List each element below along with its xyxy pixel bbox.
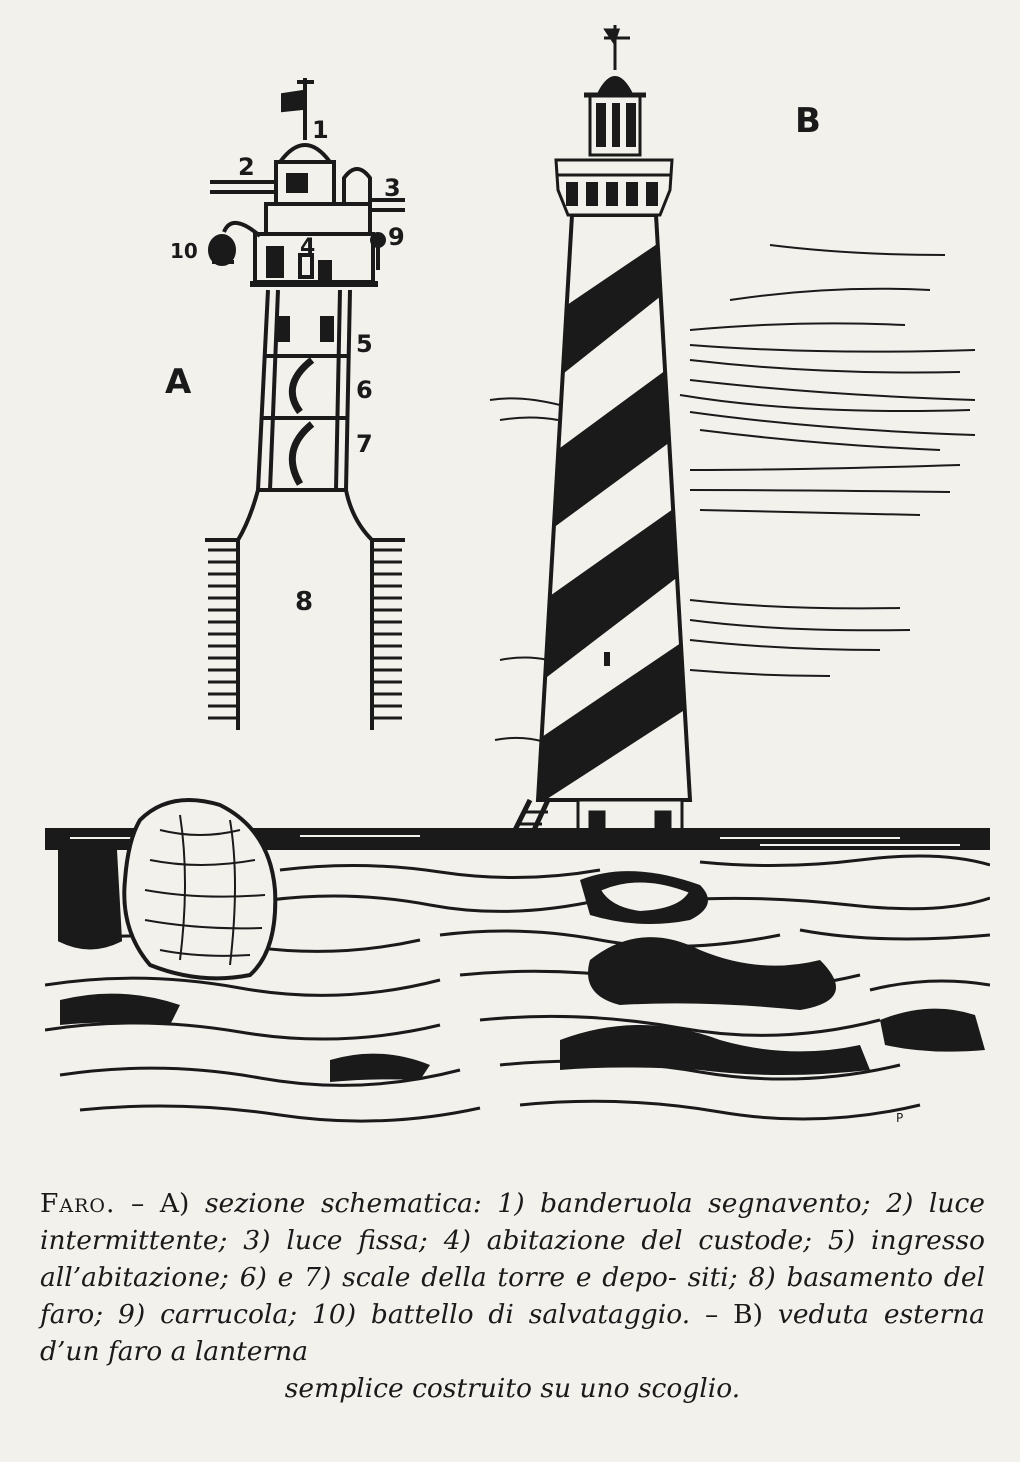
schematic-section-a <box>205 78 405 730</box>
caption-line-5a: salvataggio. <box>528 1299 691 1330</box>
caption-line-5b: veduta esterna d’un faro a lanterna <box>40 1299 985 1367</box>
lighthouse-lantern <box>556 25 672 215</box>
caption-line-2: 2) luce intermittente; 3) luce fissa; 4) abitazione del custode; <box>40 1188 985 1256</box>
caption-dash-a: – A) <box>131 1188 190 1219</box>
caption-title: Faro. <box>40 1188 116 1219</box>
label-4: 4 <box>300 235 316 260</box>
label-part-b: B <box>795 101 821 141</box>
label-2: 2 <box>238 153 255 181</box>
label-part-a: A <box>165 362 192 402</box>
label-8: 8 <box>295 587 314 617</box>
caption-line-3: 5) ingresso all’abitazione; 6) e 7) scale della torre e depo- <box>40 1225 985 1293</box>
label-7: 7 <box>356 430 373 458</box>
label-6: 6 <box>356 376 373 404</box>
caption-dash-b: – B) <box>705 1299 763 1330</box>
label-5: 5 <box>356 330 373 358</box>
label-1: 1 <box>312 116 329 144</box>
artist-mark: P <box>896 1111 904 1125</box>
figure-caption <box>40 1185 985 1407</box>
caption-line-4: siti; 8) basamento del faro; 9) carrucola; 10) battello di <box>40 1262 985 1330</box>
label-9: 9 <box>388 223 405 251</box>
caption-line-1: sezione schematica: 1) banderuola segnavento; <box>204 1188 871 1219</box>
caption-line-6: semplice costruito su uno scoglio. <box>284 1373 741 1404</box>
label-3: 3 <box>384 174 401 202</box>
label-10: 10 <box>170 239 198 263</box>
lighthouse-tower <box>530 215 700 810</box>
